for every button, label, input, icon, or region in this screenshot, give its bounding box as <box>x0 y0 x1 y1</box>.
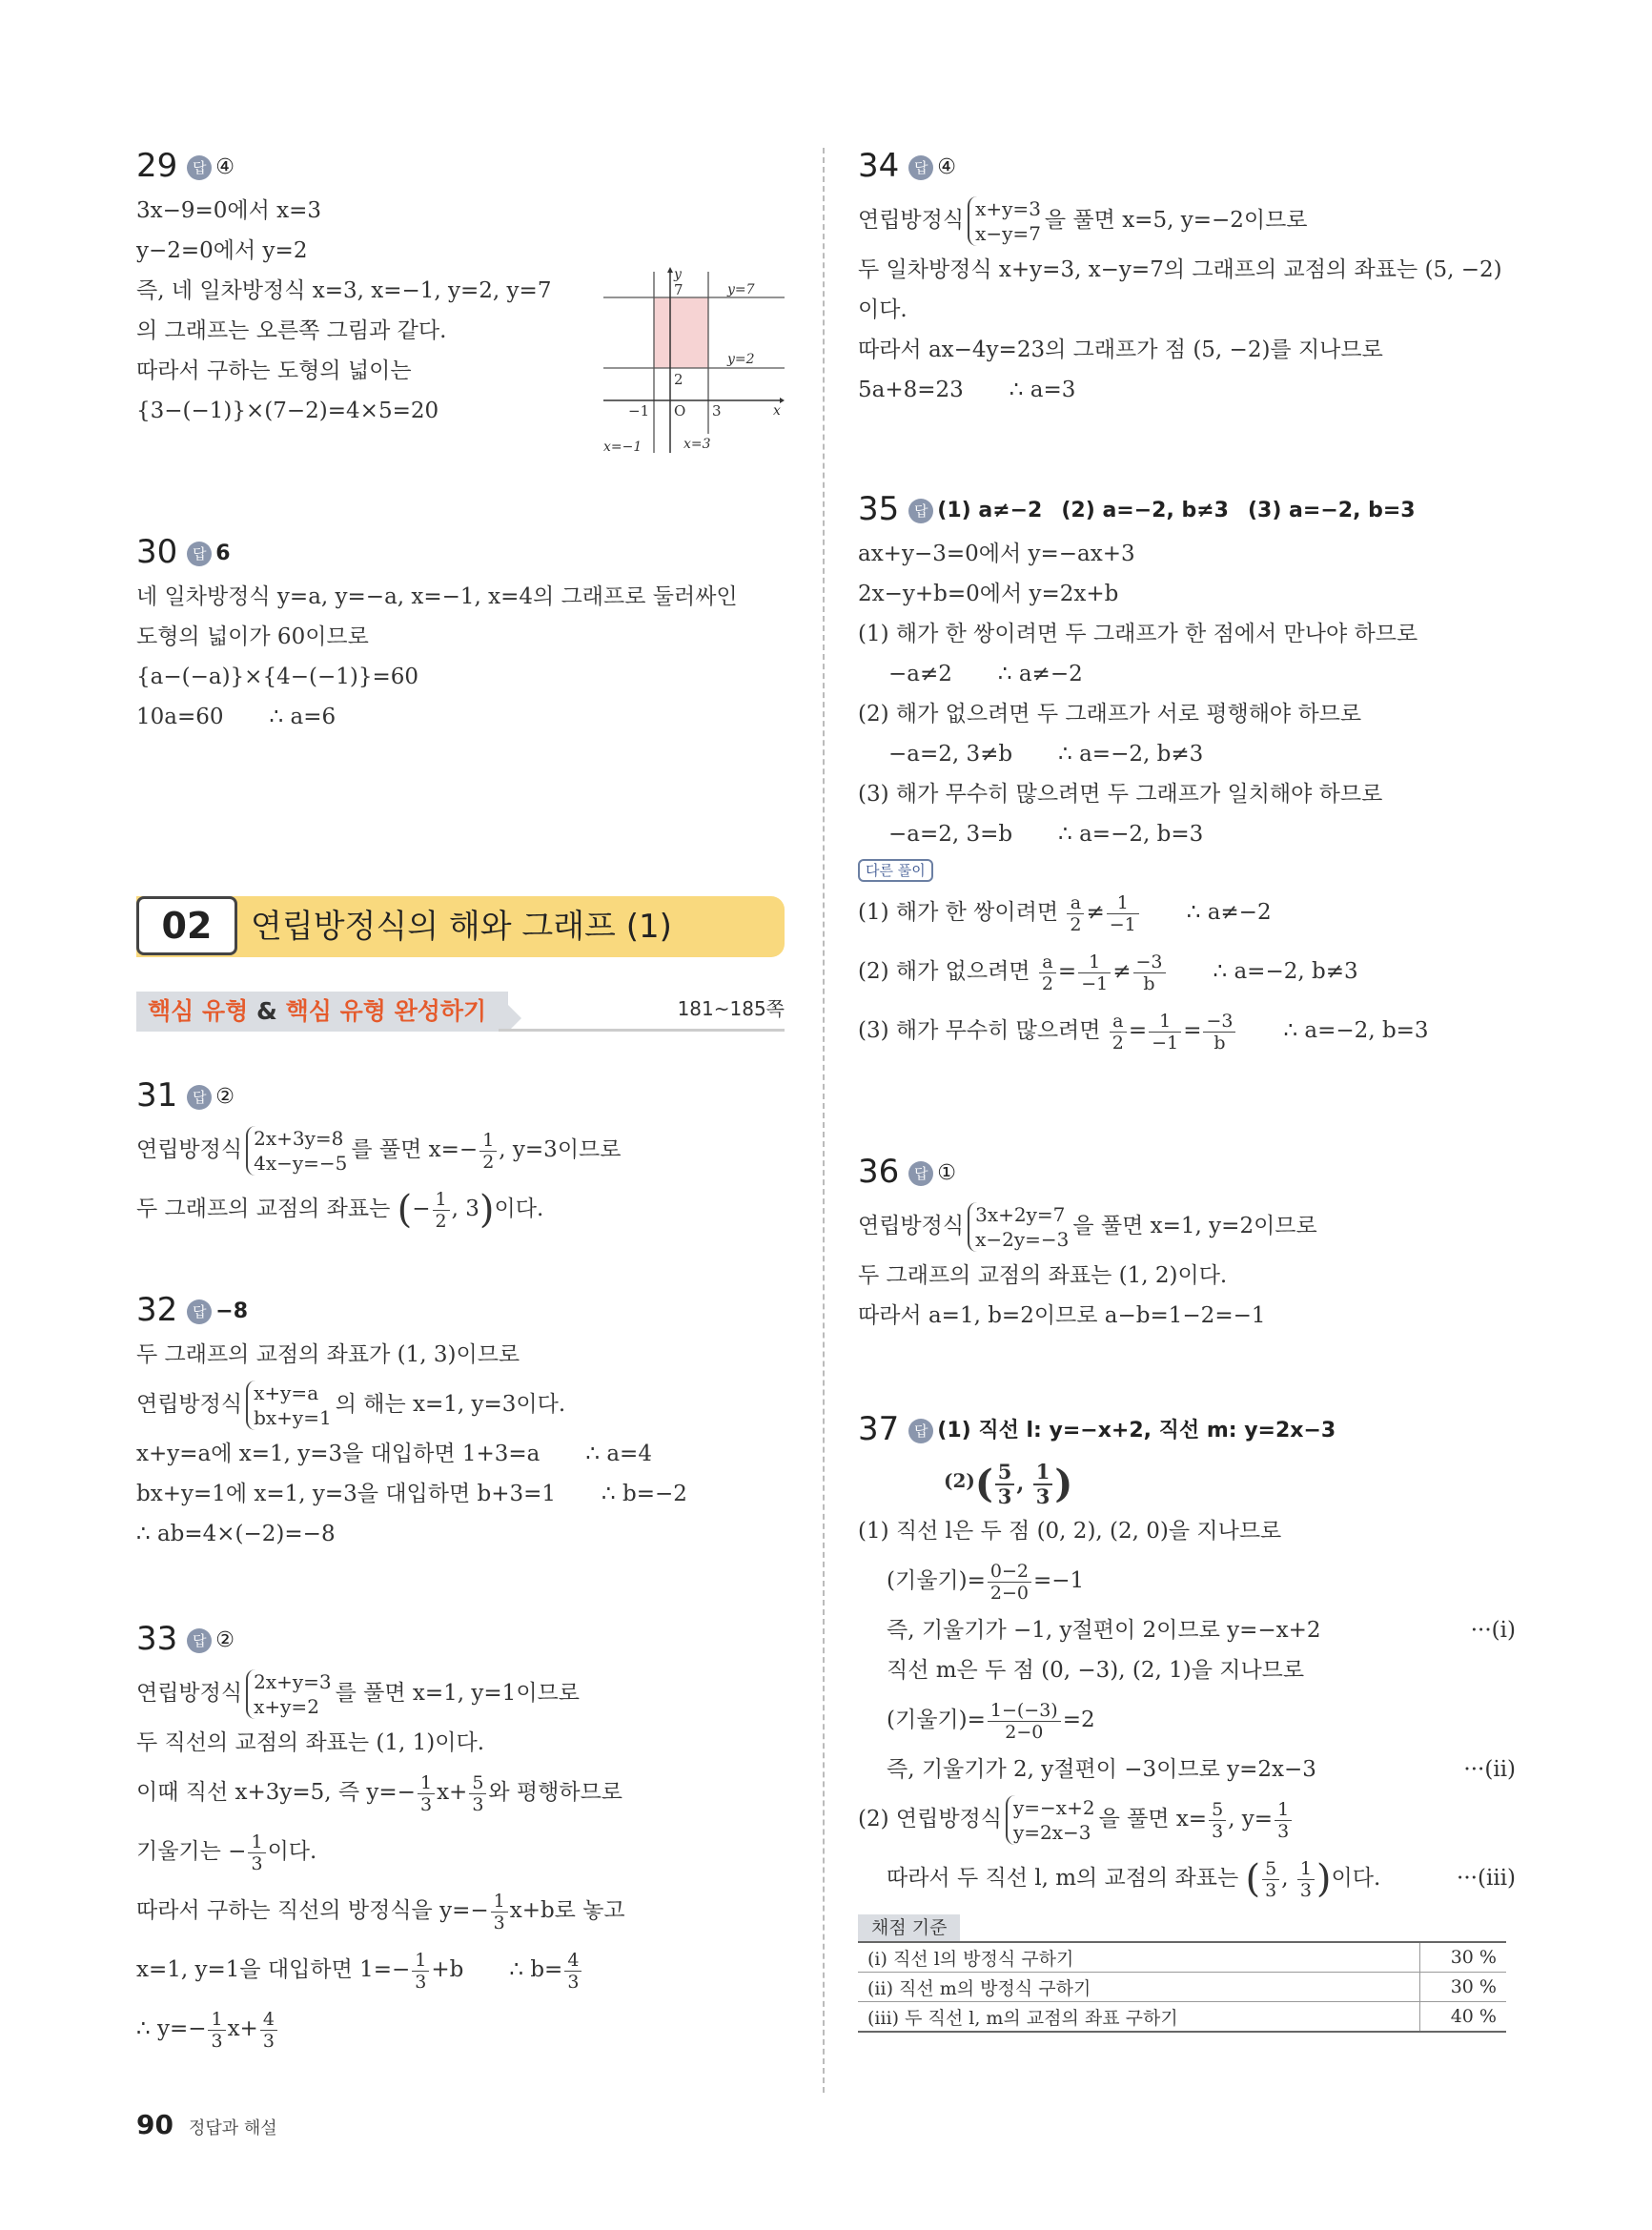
text: 을 풀면 x= <box>1098 1807 1208 1831</box>
tick-label: −1 <box>628 402 650 419</box>
fraction <box>1110 1011 1127 1054</box>
solution-line: 두 그래프의 교점의 좌표는 (1, 2)이다. <box>858 1263 1228 1288</box>
text: x+y=a에 x=1, y=3을 대입하면 1+3=a <box>136 1442 540 1466</box>
solution-line <box>858 1610 1516 1650</box>
column-divider <box>823 148 825 2093</box>
criteria-percent: 30 % <box>1420 1942 1507 1973</box>
equation: x+y=3 <box>975 197 1041 220</box>
fraction <box>433 1189 450 1232</box>
numerator: 1 <box>1033 1461 1053 1485</box>
axis-label-y: y <box>674 267 682 282</box>
denominator: 3 <box>1265 1879 1277 1901</box>
conclusion: ∴ a=−2, b=3 <box>1058 822 1204 847</box>
equation: 10a=60 <box>136 705 224 729</box>
solution-line <box>858 1790 1516 1849</box>
text: 연립방정식 <box>136 1681 243 1706</box>
subsection-banner <box>136 992 785 1032</box>
solution-line: 도형의 넓이가 60이므로 <box>136 624 369 649</box>
denominator: b <box>1143 972 1155 994</box>
solution-line: 즉, 네 일차방정식 x=3, x=−1, y=2, y=7 <box>136 278 552 303</box>
text: =2 <box>1062 1708 1095 1732</box>
numerator: 1 <box>1297 1858 1315 1880</box>
solution-line: ∴ ab=4×(−2)=−8 <box>136 1522 336 1546</box>
denominator: 3 <box>472 1793 484 1815</box>
answer: 6 <box>215 542 231 565</box>
criteria-label: (ⅲ) 두 직선 l, m의 교점의 좌표 구하기 <box>858 2002 1420 2033</box>
answer-part: (1) a≠−2 <box>937 499 1043 522</box>
denominator: 3 <box>251 1852 263 1874</box>
answer-part: (2) a=−2, b≠3 <box>1061 499 1229 522</box>
text: x=1, y=1을 대입하면 1=− <box>136 1957 411 1982</box>
problem-29 <box>136 143 785 455</box>
fraction <box>1107 892 1139 935</box>
fraction <box>1149 1011 1181 1054</box>
text: = <box>1183 1018 1202 1043</box>
denominator: 2−0 <box>1005 1721 1044 1743</box>
denominator: −1 <box>1152 1032 1179 1054</box>
conclusion: ∴ a=4 <box>585 1442 652 1466</box>
answer-line: (2)( $\frac{5}{3}$ , $\frac{1}{3}$ ) <box>944 1460 1073 1508</box>
text: ≠ <box>1086 900 1105 925</box>
denominator: 3 <box>415 1971 427 1993</box>
answer-part: (2) <box>944 1469 975 1492</box>
section-number: 02 <box>136 896 237 955</box>
problem-32 <box>136 1287 785 1554</box>
text: 이다. <box>267 1839 317 1864</box>
shaded-rectangle <box>654 297 708 368</box>
subsection-title-part: 핵심 유형 <box>148 997 249 1025</box>
solution-line: (1) 해가 한 쌍이려면 두 그래프가 한 점에서 만나야 하므로 <box>858 622 1418 646</box>
solution-line <box>136 1881 785 1940</box>
conclusion: ∴ a=6 <box>269 705 337 729</box>
text: 를 풀면 x=1, y=1이므로 <box>335 1681 580 1706</box>
numerator: −3 <box>1133 951 1166 973</box>
conclusion: ∴ a≠−2 <box>1186 900 1272 925</box>
criteria-table <box>858 1941 1506 2033</box>
solution-line <box>858 370 1516 410</box>
solution-line: (1) 직선 l은 두 점 (0, 2), (2, 0)을 지나므로 <box>858 1519 1282 1544</box>
problem-number: 36 <box>858 1153 900 1191</box>
fraction <box>260 2009 277 2052</box>
problem-number: 31 <box>136 1076 178 1115</box>
denominator: 2 <box>1112 1032 1124 1054</box>
text: 두 그래프의 교점의 좌표는 <box>136 1197 398 1221</box>
text: 기울기는 − <box>136 1839 247 1864</box>
denominator: 3 <box>1299 1879 1312 1901</box>
subsection-amp: & <box>256 997 277 1025</box>
denominator: 3 <box>211 2030 223 2052</box>
solution-line <box>136 1375 785 1434</box>
answer-badge: 답 <box>187 1085 212 1110</box>
text: x+b로 놓고 <box>509 1898 625 1923</box>
text: 연립방정식 <box>858 1214 965 1238</box>
page-label: 정답과 해설 <box>188 2118 277 2138</box>
numerator: 1 <box>208 2009 225 2031</box>
text: (2) 연립방정식 <box>858 1807 1002 1831</box>
fraction <box>1039 951 1056 994</box>
problem-37 <box>858 1406 1516 2033</box>
text: (3) 해가 무수히 많으려면 <box>858 1018 1108 1043</box>
scoring-criteria <box>858 1914 1516 2033</box>
answer-badge: 답 <box>908 1161 933 1186</box>
answer-badge: 답 <box>187 155 212 180</box>
text: ≠ <box>1112 959 1132 984</box>
axis-label-x: x <box>773 403 781 419</box>
fraction <box>988 1561 1031 1604</box>
equation: 2x+y=3 <box>254 1670 332 1693</box>
numerator: 0−2 <box>988 1561 1031 1583</box>
answer-badge: 답 <box>908 499 933 523</box>
text: +b <box>431 1957 464 1982</box>
answer-badge: 답 <box>187 1628 212 1653</box>
text: 연립방정식 <box>136 1392 243 1417</box>
equation: x−y=7 <box>975 222 1041 245</box>
denominator: 2 <box>1070 913 1082 935</box>
text: ∴ y=− <box>136 2016 207 2041</box>
line-label: x=3 <box>683 437 711 452</box>
answer: ② <box>215 1628 235 1652</box>
solution-line <box>136 1120 785 1179</box>
equation: 2x+3y=8 <box>254 1127 344 1150</box>
numerator: 5 <box>469 1772 486 1794</box>
problem-31 <box>136 1073 785 1239</box>
numerator: 5 <box>1209 1799 1226 1821</box>
denominator: −1 <box>1081 972 1109 994</box>
solution-line <box>858 1551 1516 1610</box>
denominator: 3 <box>262 2030 275 2052</box>
fraction <box>1203 1011 1235 1054</box>
problem-number: 37 <box>858 1410 900 1448</box>
denominator: 3 <box>419 1793 433 1815</box>
text: 따라서 두 직선 l, m의 교점의 좌표는 <box>887 1866 1246 1891</box>
table-row <box>858 1942 1506 1973</box>
text: 이다. <box>494 1197 544 1221</box>
equation-system <box>246 1126 347 1176</box>
section-title: 연립방정식의 해와 그래프 (1) <box>251 908 672 946</box>
numerator: 1 <box>418 1772 435 1794</box>
problem-number: 33 <box>136 1620 178 1658</box>
numerator: 1 <box>412 1950 429 1972</box>
text: 을 풀면 x=5, y=−2이므로 <box>1044 208 1308 233</box>
step-marker: ···(ⅱ) <box>1463 1757 1516 1782</box>
subsection-underline <box>499 1029 785 1032</box>
tick-label: 3 <box>712 402 722 419</box>
numerator: 1 <box>248 1831 265 1853</box>
numerator: 4 <box>564 1950 581 1972</box>
solution-line: 따라서 구하는 도형의 넓이는 <box>136 358 412 383</box>
solution-line <box>136 1474 785 1514</box>
text: 을 풀면 x=1, y=2이므로 <box>1072 1214 1317 1238</box>
denominator: 3 <box>997 1484 1012 1508</box>
conclusion: ∴ a=−2, b≠3 <box>1213 959 1358 984</box>
solution-line <box>136 697 785 737</box>
equation-system <box>968 196 1041 246</box>
subsection-title <box>148 992 486 1032</box>
denominator: 3 <box>567 1971 580 1993</box>
solution-line: 네 일차방정식 y=a, y=−a, x=−1, x=4의 그래프로 둘러싸인 <box>136 584 738 609</box>
solution-line <box>858 734 1516 774</box>
solution-line: 이다. <box>858 297 908 322</box>
equation: y=−x+2 <box>1012 1796 1095 1819</box>
fraction <box>491 1891 508 1933</box>
fraction <box>412 1950 429 1993</box>
problem-number: 30 <box>136 533 178 571</box>
line-label: y=2 <box>727 352 755 367</box>
answer-badge: 답 <box>908 1419 933 1443</box>
solution-line <box>858 1197 1516 1256</box>
solution-line: 의 그래프는 오른쪽 그림과 같다. <box>136 318 447 343</box>
text: (기울기)= <box>887 1568 986 1593</box>
problem-34 <box>858 143 1516 410</box>
denominator: 2−0 <box>989 1582 1029 1604</box>
text: − <box>412 1197 431 1221</box>
solution-line <box>136 1434 785 1474</box>
solution-line: 두 그래프의 교점의 좌표는 (− $\frac{1}{2}$ , 3)이다. <box>136 1188 544 1232</box>
criteria-label: (ⅰ) 직선 l의 방정식 구하기 <box>858 1942 1420 1973</box>
denominator: 3 <box>1277 1820 1290 1842</box>
table-row <box>858 2002 1506 2033</box>
text: −a=2, 3≠b <box>888 742 1013 767</box>
text: −a≠2 <box>888 662 952 686</box>
solution-line <box>858 883 1516 942</box>
denominator: 2 <box>1041 972 1053 994</box>
numerator: 1 <box>491 1891 508 1913</box>
denominator: 3 <box>1212 1820 1224 1842</box>
solution-line: 따라서 두 직선 l, m의 교점의 좌표는 ( $\frac{5}{3}$ , $\frac{1}{3}$ )이다. ···(ⅲ) <box>858 1849 1516 1909</box>
numerator: 1 <box>1078 951 1111 973</box>
fraction <box>1033 1461 1053 1508</box>
numerator: 1 <box>1275 1799 1292 1821</box>
alt-solution-tag: 다른 풀이 <box>858 859 933 882</box>
solution-line: (3) 해가 무수히 많으려면 두 그래프가 일치해야 하므로 <box>858 782 1383 807</box>
text: 연립방정식 <box>858 208 965 233</box>
numerator: a <box>1067 892 1084 914</box>
answer-badge: 답 <box>908 155 933 180</box>
line-label: y=7 <box>727 282 755 297</box>
fraction <box>564 1950 581 1993</box>
answer: ① <box>937 1161 956 1185</box>
text: −a=2, 3=b <box>888 822 1013 847</box>
solution-line: {a−(−a)}×{4−(−1)}=60 <box>136 665 419 689</box>
answer: −8 <box>215 1299 249 1323</box>
numerator: 1 <box>479 1130 497 1152</box>
problem-30 <box>136 529 785 737</box>
line-label: x=−1 <box>603 440 642 455</box>
text: 의 해는 x=1, y=3이다. <box>335 1392 566 1417</box>
denominator: b <box>1214 1032 1226 1054</box>
text: 이다. <box>1331 1866 1381 1891</box>
denominator: 3 <box>493 1912 505 1933</box>
answer: ④ <box>215 155 235 179</box>
graph-29 <box>603 267 785 458</box>
problem-35 <box>858 486 1516 1060</box>
conclusion: ∴ b=−2 <box>602 1482 687 1506</box>
denominator: 3 <box>1035 1484 1050 1508</box>
text: x+ <box>227 2016 258 2041</box>
solution-line: 두 직선의 교점의 좌표는 (1, 1)이다. <box>136 1730 485 1755</box>
solution-line: 따라서 ax−4y=23의 그래프가 점 (5, −2)를 지나므로 <box>858 338 1383 362</box>
problem-number: 34 <box>858 147 900 185</box>
answer-part: (3) a=−2, b=3 <box>1247 499 1416 522</box>
solution-line <box>858 1749 1516 1790</box>
fraction <box>1067 892 1084 935</box>
numerator: 1 <box>433 1189 450 1211</box>
equation: x+y=2 <box>254 1695 319 1718</box>
solution-line <box>136 1664 785 1723</box>
text: 연립방정식 <box>136 1137 243 1162</box>
solution-line <box>136 1822 785 1881</box>
equation: 3x+2y=7 <box>975 1203 1066 1226</box>
solution-line <box>136 1763 785 1822</box>
solution-line: ax+y−3=0에서 y=−ax+3 <box>858 542 1135 566</box>
fraction <box>995 1461 1015 1508</box>
tick-label: 7 <box>674 281 683 298</box>
problem-number: 29 <box>136 147 178 185</box>
subsection-title-part: 핵심 유형 완성하기 <box>285 997 487 1025</box>
answer-part: (1) 직선 l: y=−x+2, 직선 m: y=2x−3 <box>937 1419 1336 1442</box>
fraction <box>1262 1858 1279 1901</box>
fraction <box>1275 1799 1292 1842</box>
equation-system <box>1006 1795 1095 1845</box>
numerator: a <box>1039 951 1056 973</box>
denominator: −1 <box>1109 913 1136 935</box>
y-axis-arrow <box>667 267 673 273</box>
equation: bx+y=1 <box>254 1406 332 1429</box>
fraction <box>469 1772 486 1815</box>
text: =−1 <box>1032 1568 1085 1593</box>
solution-line <box>136 1999 785 2058</box>
numerator: −3 <box>1203 1011 1235 1033</box>
numerator: a <box>1110 1011 1127 1033</box>
text: = <box>1057 959 1077 984</box>
page-footer <box>136 2109 277 2140</box>
text: 즉, 기울기가 2, y절편이 −3이므로 y=2x−3 <box>887 1757 1316 1782</box>
numerator: 5 <box>995 1461 1015 1485</box>
solution-line <box>858 191 1516 250</box>
text: 즉, 기울기가 −1, y절편이 2이므로 y=−x+2 <box>887 1618 1321 1643</box>
equation: x+y=a <box>254 1381 319 1404</box>
solution-line: 2x−y+b=0에서 y=2x+b <box>858 582 1119 606</box>
conclusion: ∴ a=−2, b≠3 <box>1058 742 1204 767</box>
solution-line: 직선 m은 두 점 (0, −3), (2, 1)을 지나므로 <box>887 1658 1305 1683</box>
text: x+ <box>437 1780 468 1805</box>
text: 따라서 구하는 직선의 방정식을 y=− <box>136 1898 489 1923</box>
numerator: 5 <box>1262 1858 1279 1880</box>
text: , <box>1281 1866 1295 1891</box>
text: = <box>1128 1018 1148 1043</box>
text: 5a+8=23 <box>858 378 964 402</box>
equation: 4x−y=−5 <box>254 1152 348 1175</box>
equation: x−2y=−3 <box>975 1228 1070 1251</box>
equation-system <box>968 1202 1069 1252</box>
text: , y= <box>1228 1807 1274 1831</box>
solution-line: {3−(−1)}×(7−2)=4×5=20 <box>136 399 439 423</box>
text: 이때 직선 x+3y=5, 즉 y=− <box>136 1780 416 1805</box>
step-marker: ···(ⅲ) <box>1457 1866 1516 1891</box>
equation: y=2x−3 <box>1012 1821 1091 1844</box>
fraction <box>208 2009 225 2052</box>
tick-label: 2 <box>674 371 683 388</box>
denominator: 2 <box>435 1210 447 1232</box>
answer: ④ <box>937 155 956 179</box>
solution-line: (2) 해가 없으려면 두 그래프가 서로 평행해야 하므로 <box>858 702 1362 726</box>
text: (1) 해가 한 쌍이려면 <box>858 900 1066 925</box>
fraction <box>1297 1858 1315 1901</box>
solution-line: 따라서 a=1, b=2이므로 a−b=1−2=−1 <box>858 1303 1266 1328</box>
problem-number: 35 <box>858 490 900 528</box>
fraction <box>1078 951 1111 994</box>
fraction <box>1133 951 1166 994</box>
fraction <box>248 1831 265 1874</box>
solution-line: 3x−9=0에서 x=3 <box>136 198 322 223</box>
conclusion: ∴ b= <box>509 1957 563 1982</box>
text: bx+y=1에 x=1, y=3을 대입하면 b+3=1 <box>136 1482 557 1506</box>
solution-line: 두 그래프의 교점의 좌표가 (1, 3)이므로 <box>136 1342 520 1367</box>
criteria-label: (ⅱ) 직선 m의 방정식 구하기 <box>858 1973 1420 2002</box>
page-number: 90 <box>136 2109 173 2140</box>
solution-line: 두 일차방정식 x+y=3, x−y=7의 그래프의 교점의 좌표는 (5, −2) <box>858 257 1502 282</box>
conclusion: ∴ a=3 <box>1009 378 1076 402</box>
answer-badge: 답 <box>187 542 212 566</box>
fraction <box>1209 1799 1226 1842</box>
equation-system <box>246 1381 332 1430</box>
conclusion: ∴ a≠−2 <box>997 662 1083 686</box>
answer: ② <box>215 1085 235 1109</box>
text: 를 풀면 x=− <box>351 1137 479 1162</box>
origin-label: O <box>674 402 686 419</box>
text: , 3 <box>451 1197 479 1221</box>
problem-number: 32 <box>136 1291 178 1329</box>
numerator: 4 <box>260 2009 277 2031</box>
fraction <box>479 1130 497 1173</box>
solution-line <box>858 1690 1516 1749</box>
solution-line: y−2=0에서 y=2 <box>136 238 308 263</box>
text: (2) 해가 없으려면 <box>858 959 1037 984</box>
numerator: 1−(−3) <box>988 1700 1061 1722</box>
criteria-percent: 40 % <box>1420 2002 1507 2033</box>
step-marker: ···(ⅰ) <box>1470 1618 1516 1643</box>
alt-solution-tag-row <box>858 854 1516 883</box>
criteria-title: 채점 기준 <box>858 1914 960 1941</box>
problem-36 <box>858 1149 1516 1336</box>
solution-line <box>858 1001 1516 1060</box>
fraction <box>988 1700 1061 1743</box>
section-banner <box>136 896 785 957</box>
numerator: 1 <box>1149 1011 1181 1033</box>
criteria-percent: 30 % <box>1420 1973 1507 2002</box>
text: 와 평행하므로 <box>488 1780 623 1805</box>
solution-line <box>136 1940 785 1999</box>
answer-badge: 답 <box>187 1299 212 1324</box>
solution-line <box>858 942 1516 1001</box>
table-row <box>858 1973 1506 2002</box>
solution-line <box>858 654 1516 694</box>
text: , y=3이므로 <box>499 1137 622 1162</box>
numerator: 1 <box>1107 892 1139 914</box>
conclusion: ∴ a=−2, b=3 <box>1283 1018 1429 1043</box>
text: (기울기)= <box>887 1708 986 1732</box>
fraction <box>418 1772 435 1815</box>
problem-33 <box>136 1616 785 2058</box>
denominator: 2 <box>482 1151 495 1173</box>
equation-system <box>246 1669 332 1719</box>
solution-line <box>858 814 1516 854</box>
page-range: 181~185쪽 <box>677 997 785 1020</box>
